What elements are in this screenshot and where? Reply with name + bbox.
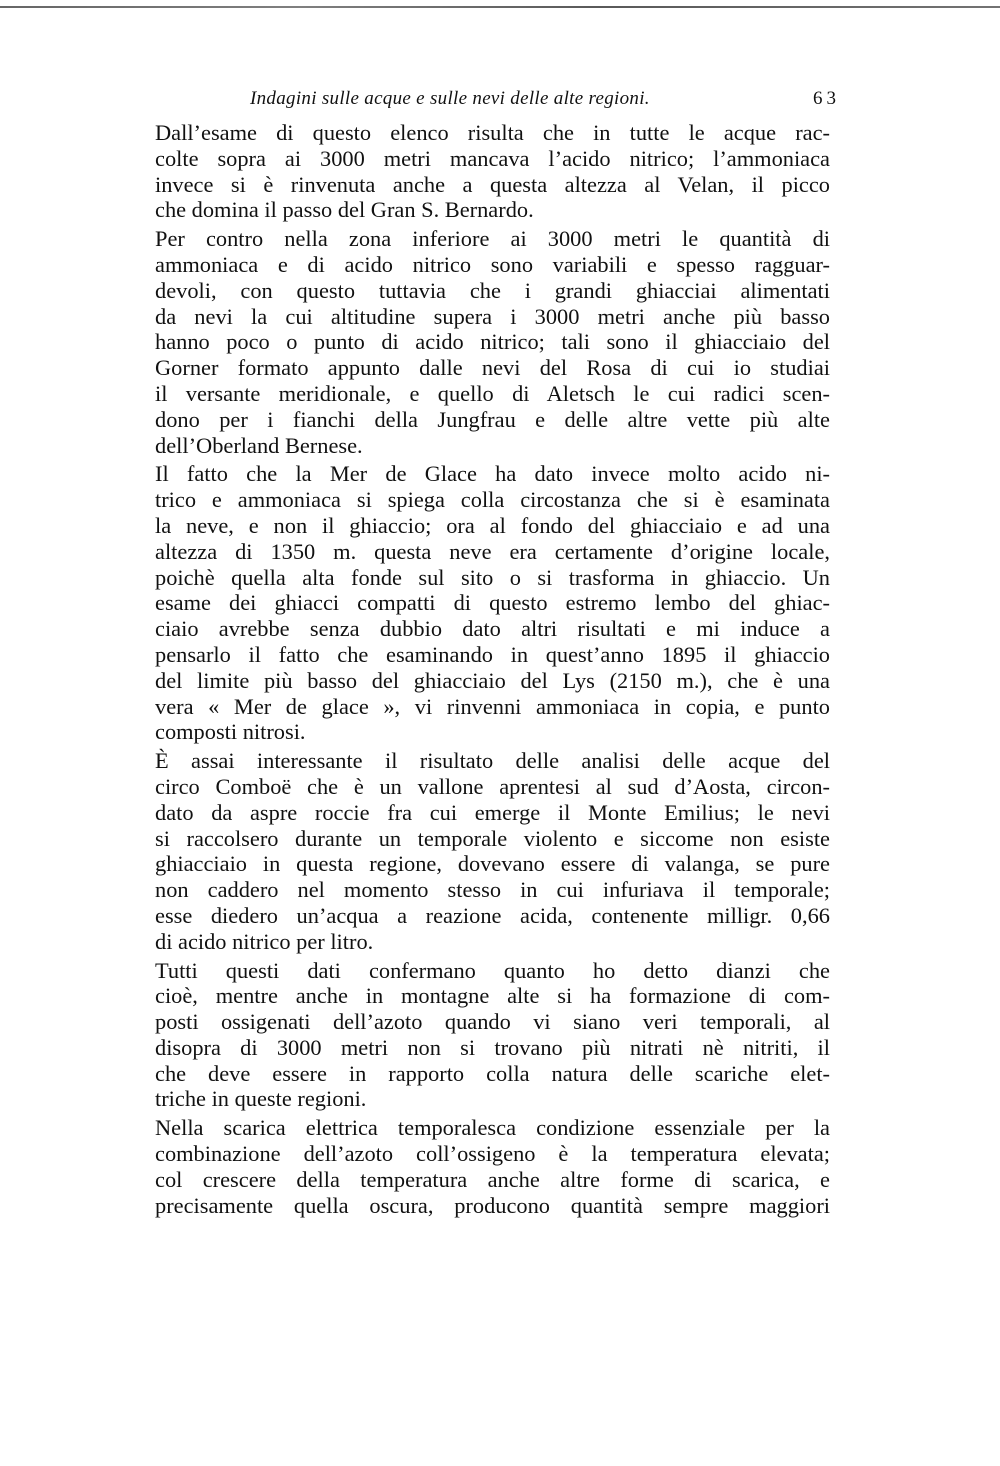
text-line: dono per i fianchi della Jungfrau e delle altre vette più alte [155,406,830,432]
paragraph-4 [155,748,830,954]
text-line: di acido nitrico per litro. [155,928,374,954]
text-line: si raccolsero durante un temporale violento e siccome non esiste [155,825,830,851]
text-line: non caddero nel momento stesso in cui infuriava il temporale; [155,877,830,903]
text-line: poichè quella alta fonde sul sito o si trasforma in ghiaccio. Un [155,564,830,590]
text-line: È assai interessante il risultato delle analisi delle acque del [155,748,830,774]
text-line: Tutti questi dati confermano quanto ho detto dianzi che [155,957,830,983]
text-line: col crescere della temperatura anche altre forme di scarica, e [155,1166,830,1192]
text-line: Gorner formato appunto dalle nevi del Rosa di cui io studiai [155,355,830,381]
text-line: pensarlo il fatto che esaminando in quest’anno 1895 il ghiaccio [155,641,830,667]
running-title: Indagini sulle acque e sulle nevi delle alte regioni. [250,88,650,109]
text-line: il versante meridionale, e quello di Aletsch le cui radici scen- [155,380,830,406]
text-line: che domina il passo del Gran S. Bernardo. [155,197,534,223]
text-line: ammoniaca e di acido nitrico sono variabili e spesso ragguar- [155,251,830,277]
scan-edge-artifact [0,6,1000,8]
text-line: hanno poco o punto di acido nitrico; tali sono il ghiacciaio del [155,329,830,355]
text-line: Il fatto che la Mer de Glace ha dato invece molto acido ni- [155,461,830,487]
text-line: trico e ammoniaca si spiega colla circostanza che si è esaminata [155,487,830,513]
text-line: posti ossigenati dell’azoto quando vi siano veri temporali, al [155,1009,830,1035]
text-line: dato da aspre roccie fra cui emerge il Monte Emilius; le nevi [155,799,830,825]
text-line: esame dei ghiacci compatti di questo estremo lembo del ghiac- [155,590,830,616]
page-number: 63 [813,88,840,109]
text-line: circo Comboë che è un vallone aprentesi al sud d’Aosta, circon- [155,773,830,799]
text-line: del limite più basso del ghiacciaio del Lys (2150 m.), che è una [155,667,830,693]
text-line: altezza di 1350 m. questa neve era certamente d’origine locale, [155,538,830,564]
text-line: ciaio avrebbe senza dubbio dato altri risultati e mi induce a [155,616,830,642]
paragraph-6 [155,1115,830,1218]
text-line: vera « Mer de glace », vi rinvenni ammoniaca in copia, e punto [155,693,830,719]
text-line: disopra di 3000 metri non si trovano più nitrati nè nitriti, il [155,1034,830,1060]
text-line: Dall’esame di questo elenco risulta che in tutte le acque rac- [155,120,830,145]
text-line: dell’Oberland Bernese. [155,432,363,458]
paragraph-3 [155,461,830,745]
text-line: cioè, mentre anche in montagne alte si ha formazione di com- [155,983,830,1009]
paragraph-2 [155,226,830,458]
text-line: triche in queste regioni. [155,1086,367,1112]
text-line: devoli, con questo tuttavia che i grandi ghiacciai alimentati [155,277,830,303]
text-line: composti nitrosi. [155,719,306,745]
text-line: da nevi la cui altitudine supera i 3000 metri anche più basso [155,303,830,329]
text-line: precisamente quella oscura, producono quantità sempre maggiori [155,1192,830,1218]
page-header [250,88,840,114]
text-line: invece si è rinvenuta anche a questa altezza al Velan, il picco [155,171,830,197]
text-line: Per contro nella zona inferiore ai 3000 metri le quantità di [155,226,830,252]
text-line: combinazione dell’azoto coll’ossigeno è la temperatura elevata; [155,1141,830,1167]
text-line: ghiacciaio in questa regione, dovevano essere di valanga, se pure [155,851,830,877]
text-line: che deve essere in rapporto colla natura delle scariche elet- [155,1060,830,1086]
body-text [155,120,830,1218]
paragraph-1 [155,120,830,223]
text-line: Nella scarica elettrica temporalesca condizione essenziale per la [155,1115,830,1141]
paragraph-5 [155,958,830,1113]
text-line: colte sopra ai 3000 metri mancava l’acido nitrico; l’ammoniaca [155,145,830,171]
text-line: la neve, e non il ghiaccio; ora al fondo del ghiacciaio e ad una [155,512,830,538]
text-line: esse diedero un’acqua a reazione acida, contenente milligr. 0,66 [155,902,830,928]
